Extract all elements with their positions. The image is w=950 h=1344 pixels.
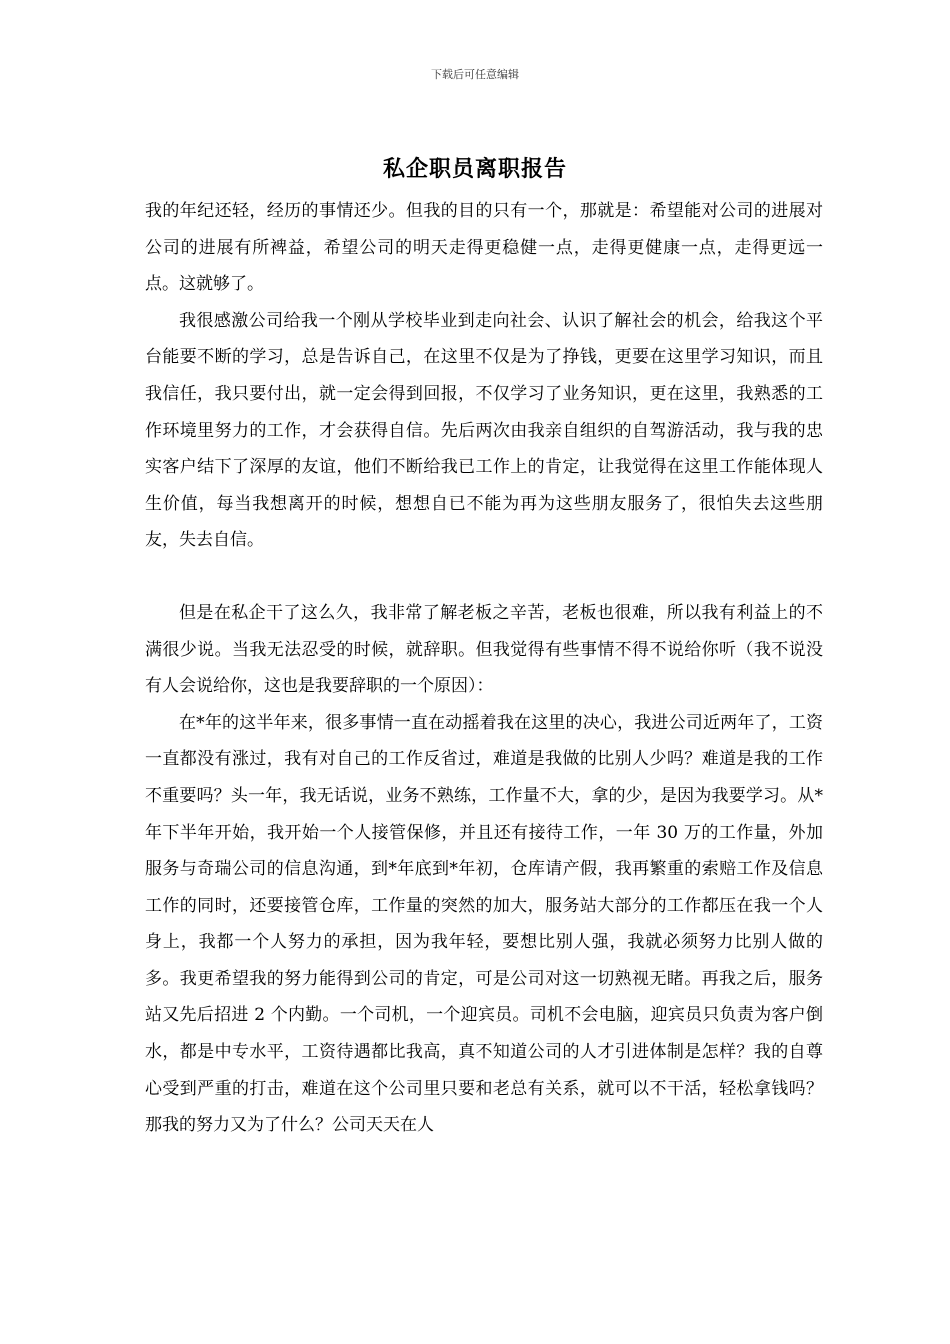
paragraph-3: 但是在私企干了这么久，我非常了解老板之辛苦，老板也很难，所以我有利益上的不满很少说。当我无法忍受的时候，就辞职。但我觉得有些事情不得不说给你听（我不说没有人会说给你，这也是我要辞职的一个原因）： bbox=[145, 602, 823, 697]
document-body bbox=[145, 193, 823, 1144]
paragraph-2: 我很感激公司给我一个刚从学校毕业到走向社会、认识了解社会的机会，给我这个平台能要不断的学习，总是告诉自己，在这里不仅是为了挣钱，更要在这里学习知识，而且我信任，我只要付出，就一定会得到回报，不仅学习了业务知识，更在这里，我熟悉的工作环境里努力的工作，才会获得自信。先后两次由我亲自组织的自驾游活动，我与我的忠实客户结下了深厚的友谊，他们不断给我已工作上的肯定，让我觉得在这里工作能体现人生价值，每当我想离开的时候，想想自已不能为再为这些朋友服务了，很怕失去这些朋友，失去自信。 bbox=[145, 310, 823, 551]
document-title: 私企职员离职报告 bbox=[382, 156, 567, 182]
paragraph-1: 我的年纪还轻，经历的事情还少。但我的目的只有一个，那就是：希望能对公司的进展对公司的进展有所裨益，希望公司的明天走得更稳健一点，走得更健康一点，走得更远一点。这就够了。 bbox=[145, 201, 823, 295]
header-note: 下载后可任意编辑 bbox=[431, 68, 519, 81]
paragraph-gap bbox=[145, 559, 823, 595]
paragraph-4: 在*年的这半年来，很多事情一直在动摇着我在这里的决心，我进公司近两年了，工资一直都没有涨过，我有对自己的工作反省过，难道是我做的比别人少吗？难道是我的工作不重要吗？头一年，我无话说，业务不熟练，工作量不大，拿的少，是因为我要学习。从*年下半年开始，我开始一个人接管保修，并且还有接待工作，一年 30 万的工作量，外加服务与奇瑞公司的信息沟通，到*年底到*年初，仓库请产假，我再繁重的索赔工作及信息工作的同时，还要接管仓库，工作量的突然的加大，服务站大部分的工作都压在我一个人身上，我都一个人努力的承担，因为我年轻，要想比别人强，我就必须努力比别人做的多。我更希望我的努力能得到公司的肯定，可是公司对这一切熟视无睹。再我之后，服务站又先后招进 2 个内勤。一个司机，一个迎宾员。司机不会电脑，迎宾员只负责为客户倒水，都是中专水平，工资待遇都比我高，真不知道公司的人才引进体制是怎样？我的自尊心受到严重的打击，难道在这个公司里只要和老总有关系，就可以不干活，轻松拿钱吗？那我的努力又为了什么？公司天天在人 bbox=[145, 712, 823, 1136]
